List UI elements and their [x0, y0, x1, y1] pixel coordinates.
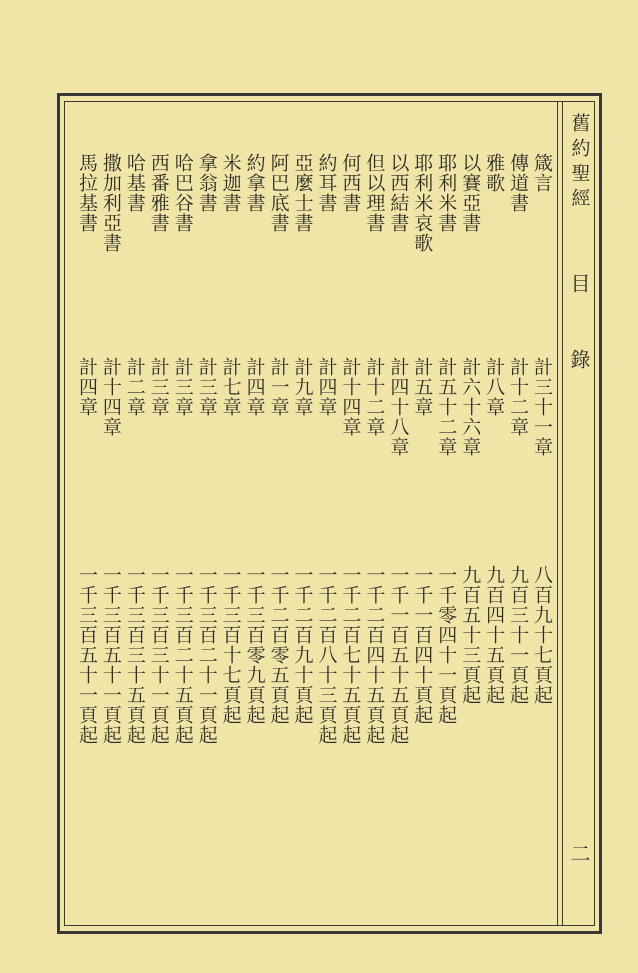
toc-column	[266, 101, 290, 926]
toc-column	[170, 101, 194, 926]
chapter-count: 計五章	[411, 357, 434, 417]
chapter-count: 計四十八章	[387, 357, 410, 457]
start-page: 一千三百三十五頁起	[123, 565, 146, 745]
start-page: 九百四十五頁起	[483, 565, 506, 705]
start-page: 一千二百四十五頁起	[363, 565, 386, 745]
chapter-count: 計一章	[267, 357, 290, 417]
toc-column	[385, 101, 409, 926]
start-page: 一千三百二十一頁起	[195, 565, 218, 745]
start-page: 一千三百零九頁起	[243, 565, 266, 725]
start-page: 一千二百八十三頁起	[315, 565, 338, 745]
book-name: 約拿書	[243, 153, 266, 213]
book-name: 約耳書	[315, 153, 338, 213]
chapter-count: 計十二章	[363, 357, 386, 437]
start-page: 一千二百九十頁起	[291, 565, 314, 725]
book-name: 何西書	[339, 153, 362, 213]
page-number: 二	[567, 843, 591, 869]
chapter-count: 計三章	[147, 357, 170, 417]
toc-column	[218, 101, 242, 926]
book-name: 馬拉基書	[75, 153, 98, 233]
book-name: 耶利米書	[435, 153, 458, 233]
chapter-count: 計三十一章	[531, 357, 554, 457]
book-name: 拿翁書	[195, 153, 218, 213]
toc-column	[290, 101, 314, 926]
chapter-count: 計二章	[123, 357, 146, 417]
chapter-count: 計三章	[171, 357, 194, 417]
toc-column	[361, 101, 385, 926]
section-label-2: 錄	[567, 349, 591, 375]
chapter-count: 計四章	[315, 357, 338, 417]
toc-column	[529, 101, 553, 926]
toc-column	[74, 101, 98, 926]
chapter-count: 計十二章	[507, 357, 530, 437]
toc-column	[242, 101, 266, 926]
toc-column	[337, 101, 361, 926]
toc-column	[122, 101, 146, 926]
start-page: 九百五十三頁起	[459, 565, 482, 705]
toc-column	[194, 101, 218, 926]
section-label: 目	[567, 273, 591, 299]
margin-column	[563, 101, 595, 926]
start-page: 一千二百零五頁起	[267, 565, 290, 725]
book-name: 以西結書	[387, 153, 410, 233]
chapter-count: 計九章	[291, 357, 314, 417]
toc-column	[313, 101, 337, 926]
chapter-count: 計十四章	[99, 357, 122, 437]
chapter-count: 計十四章	[339, 357, 362, 437]
book-name: 阿巴底書	[267, 153, 290, 233]
book-name: 以賽亞書	[459, 153, 482, 233]
chapter-count: 計三章	[195, 357, 218, 417]
start-page: 九百三十一頁起	[507, 565, 530, 705]
book-name: 哈基書	[123, 153, 146, 213]
toc-column	[146, 101, 170, 926]
book-name: 耶利米哀歌	[411, 153, 434, 253]
chapter-count: 計七章	[219, 357, 242, 417]
book-name: 亞麼士書	[291, 153, 314, 233]
toc-column	[433, 101, 457, 926]
book-name: 雅歌	[483, 153, 506, 193]
chapter-count: 計四章	[243, 357, 266, 417]
chapter-count: 計四章	[75, 357, 98, 417]
book-name: 哈巴谷書	[171, 153, 194, 233]
chapter-count: 計五十二章	[435, 357, 458, 457]
toc-column	[481, 101, 505, 926]
book-title: 舊約聖經	[568, 113, 591, 213]
toc-column	[409, 101, 433, 926]
start-page: 一千三百三十一頁起	[147, 565, 170, 745]
book-name: 撒加利亞書	[99, 153, 122, 253]
book-name: 傳道書	[507, 153, 530, 213]
toc-column	[457, 101, 481, 926]
start-page: 一千三百十七頁起	[219, 565, 242, 725]
book-name: 箴言	[531, 153, 554, 193]
chapter-count: 計八章	[483, 357, 506, 417]
start-page: 一千零四十一頁起	[435, 565, 458, 725]
book-name: 米迦書	[219, 153, 242, 213]
start-page: 一千三百五十一頁起	[99, 565, 122, 745]
start-page: 一千一百四十頁起	[411, 565, 434, 725]
toc-column	[98, 101, 122, 926]
start-page: 一千二百七十五頁起	[339, 565, 362, 745]
start-page: 一千三百二十五頁起	[171, 565, 194, 745]
start-page: 一千一百五十五頁起	[387, 565, 410, 745]
book-name: 但以理書	[363, 153, 386, 233]
start-page: 八百九十七頁起	[531, 565, 554, 705]
table-of-contents	[70, 101, 557, 926]
start-page: 一千三百五十一頁起	[75, 565, 98, 745]
book-name: 西番雅書	[147, 153, 170, 233]
chapter-count: 計六十六章	[459, 357, 482, 457]
toc-column	[505, 101, 529, 926]
